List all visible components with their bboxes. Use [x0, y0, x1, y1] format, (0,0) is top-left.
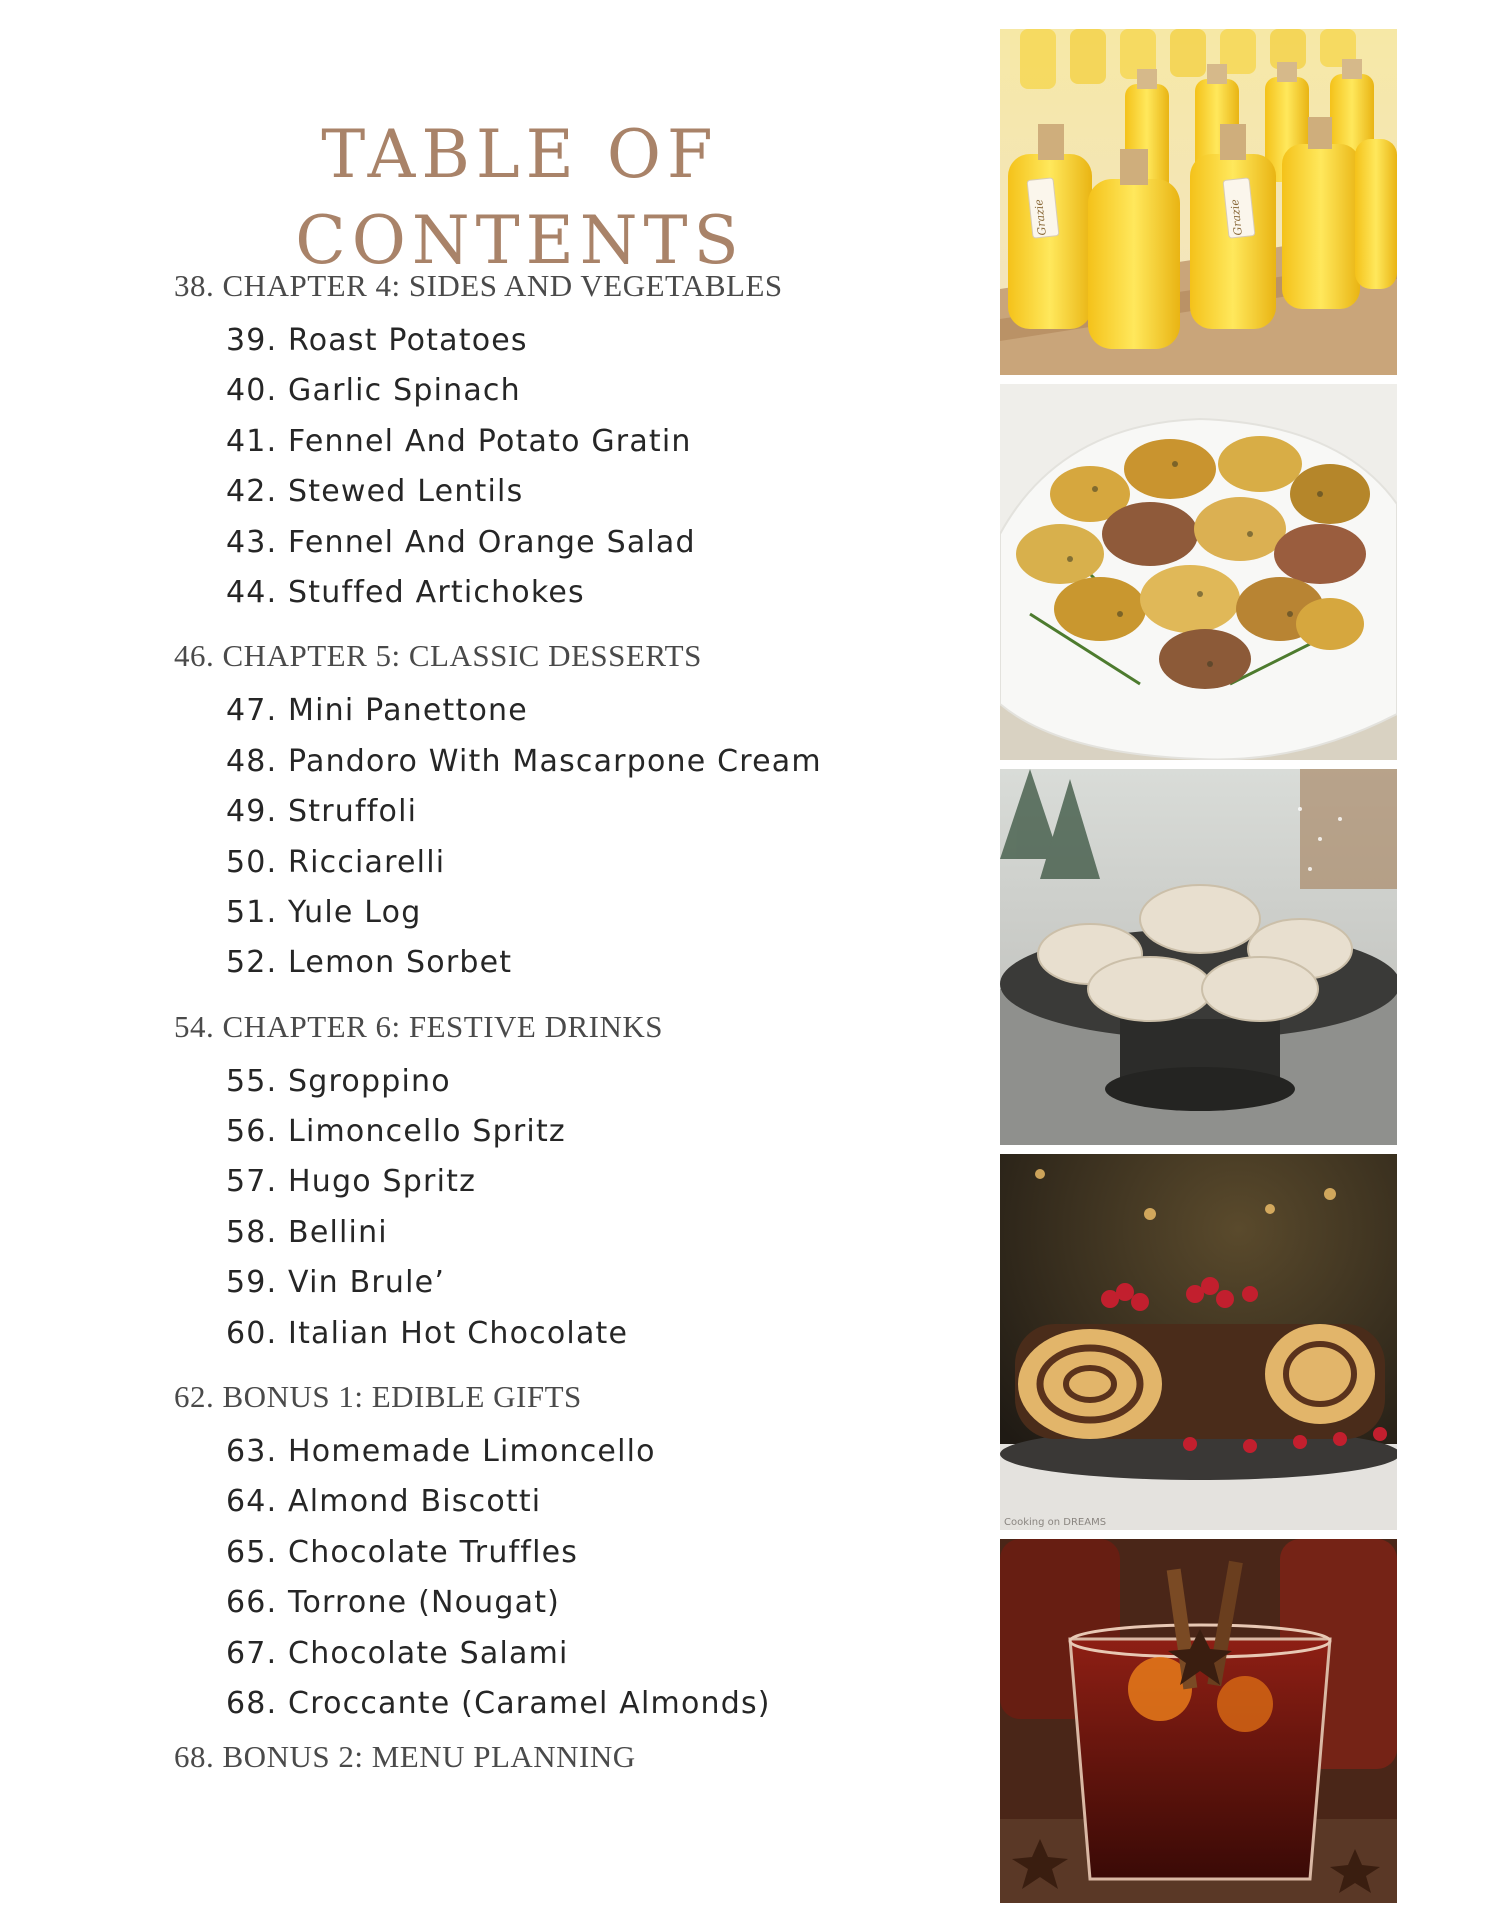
toc-section	[174, 632, 994, 988]
toc-section	[174, 1373, 994, 1729]
recipe-list	[226, 316, 994, 618]
recipe-item[interactable]: 56. Limoncello Spritz	[226, 1114, 566, 1150]
recipe-item[interactable]: 39. Roast Potatoes	[226, 323, 528, 358]
vin-brule-photo	[1000, 1539, 1397, 1903]
recipe-item[interactable]: 60. Italian Hot Chocolate	[226, 1315, 629, 1351]
recipe-list	[226, 1427, 994, 1729]
chapter-heading[interactable]: 46. CHAPTER 5: CLASSIC DESSERTS	[174, 638, 702, 674]
recipe-item[interactable]: 64. Almond Biscotti	[226, 1484, 542, 1520]
roast-potatoes-photo	[1000, 384, 1397, 760]
recipe-item[interactable]: 51. Yule Log	[226, 894, 422, 930]
recipe-item[interactable]: 55. Sgroppino	[226, 1063, 451, 1099]
bottle-tag-text: Grazie	[1228, 198, 1245, 237]
recipe-item[interactable]: 67. Chocolate Salami	[226, 1635, 569, 1671]
chapter-heading[interactable]: 68. BONUS 2: MENU PLANNING	[174, 1739, 636, 1775]
recipe-list	[226, 1057, 994, 1359]
recipe-item[interactable]: 42. Stewed Lentils	[226, 474, 524, 510]
recipe-item[interactable]: 63. Homemade Limoncello	[226, 1434, 656, 1470]
chapter-heading[interactable]: 54. CHAPTER 6: FESTIVE DRINKS	[174, 1008, 664, 1044]
page-title	[0, 112, 1040, 284]
toc-section	[174, 1003, 994, 1359]
chapter-heading[interactable]: 38. CHAPTER 4: SIDES AND VEGETABLES	[174, 268, 783, 303]
yule-log-photo	[1000, 1154, 1397, 1530]
recipe-item[interactable]: 59. Vin Brule’	[226, 1265, 446, 1301]
toc-section	[174, 1733, 994, 1781]
toc-section	[174, 262, 994, 618]
recipe-item[interactable]: 40. Garlic Spinach	[226, 373, 521, 409]
recipe-item[interactable]: 49. Struffoli	[226, 794, 418, 830]
chapter-heading[interactable]: 62. BONUS 1: EDIBLE GIFTS	[174, 1379, 582, 1415]
recipe-item[interactable]: 68. Croccante (Caramel Almonds)	[226, 1685, 771, 1721]
recipe-item[interactable]: 52. Lemon Sorbet	[226, 945, 513, 981]
recipe-item[interactable]: 65. Chocolate Truffles	[226, 1534, 579, 1570]
recipe-item[interactable]: 44. Stuffed Artichokes	[226, 574, 585, 610]
recipe-item[interactable]: 66. Torrone (Nougat)	[226, 1585, 561, 1621]
recipe-item[interactable]: 50. Ricciarelli	[226, 844, 446, 880]
page-title-line2: CONTENTS	[295, 202, 745, 280]
recipe-item[interactable]: 41. Fennel And Potato Gratin	[226, 423, 692, 459]
photo-watermark: Cooking on DREAMS	[1004, 1517, 1107, 1528]
limoncello-bottles-photo	[1000, 29, 1397, 375]
recipe-item[interactable]: 48. Pandoro With Mascarpone Cream	[226, 743, 822, 779]
table-of-contents	[174, 262, 994, 1781]
ricciarelli-cookies-photo	[1000, 769, 1397, 1145]
bottle-tag-text: Grazie	[1032, 198, 1049, 237]
recipe-item[interactable]: 58. Bellini	[226, 1214, 388, 1250]
recipe-item[interactable]: 47. Mini Panettone	[226, 693, 528, 729]
recipe-item[interactable]: 43. Fennel And Orange Salad	[226, 524, 696, 560]
recipe-item[interactable]: 57. Hugo Spritz	[226, 1164, 477, 1200]
page-title-line1: TABLE OF	[321, 116, 719, 194]
recipe-list	[226, 686, 994, 988]
